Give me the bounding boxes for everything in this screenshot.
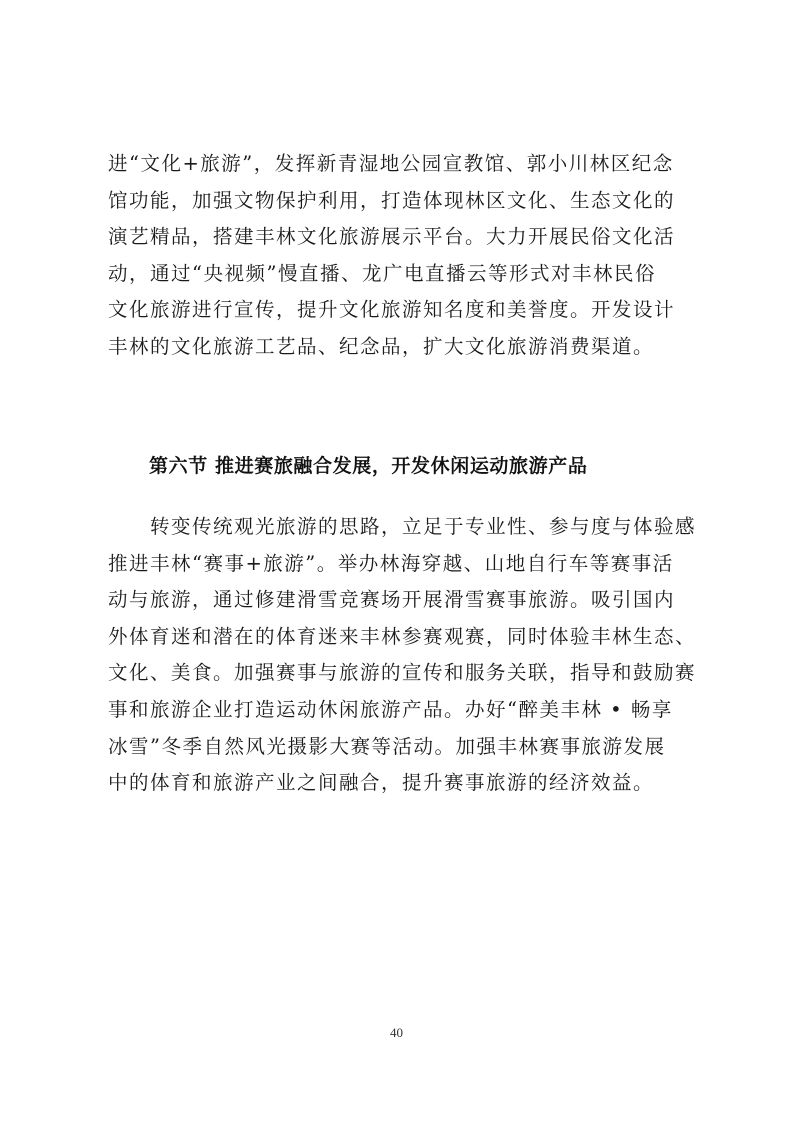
page-number: 40 (390, 1025, 403, 1040)
continued-paragraph (108, 146, 688, 366)
paragraph-line: 进“文化+旅游”，发挥新青湿地公园宣教馆、郭小川林区纪念 (108, 152, 674, 175)
paragraph-line: 中的体育和旅游产业之间融合，提升赛事旅游的经济效益。 (108, 771, 655, 795)
paragraph-line: 动，通过“央视频”慢直播、龙广电直播云等形式对丰林民俗 (108, 261, 656, 285)
paragraph-line: 文化旅游进行宣传，提升文化旅游知名度和美誉度。开发设计 (108, 298, 676, 322)
paragraph-line: 丰林的文化旅游工艺品、纪念品，扩大文化旅游消费渠道。 (108, 334, 655, 358)
paragraph-line: 推进丰林“赛事+旅游”。举办林海穿越、山地自行车等赛事活 (108, 551, 674, 575)
paragraph-line: 馆功能，加强文物保护利用，打造体现林区文化、生态文化的 (108, 188, 676, 212)
paragraph-line: 冰雪”冬季自然风光摄影大赛等活动。加强丰林赛事旅游发展 (108, 734, 666, 758)
paragraph-line: 演艺精品，搭建丰林文化旅游展示平台。大力开展民俗文化活 (108, 225, 676, 249)
paragraph-line: 文化、美食。加强赛事与旅游的宣传和服务关联，指导和鼓励赛 (108, 661, 697, 685)
paragraph-line: 动与旅游，通过修建滑雪竞赛场开展滑雪赛事旅游。吸引国内 (108, 588, 676, 612)
paragraph-line: 转变传统观光旅游的思路，立足于专业性、参与度与体验感 (108, 515, 697, 538)
section-heading: 第六节 推进赛旅融合发展，开发休闲运动旅游产品 (149, 455, 588, 477)
paragraph-line: 事和旅游企业打造运动休闲旅游产品。办好“醉美丰林 • 畅享 (108, 697, 673, 721)
section-paragraph (108, 509, 697, 802)
paragraph-line: 外体育迷和潜在的体育迷来丰林参赛观赛，同时体验丰林生态、 (108, 624, 697, 648)
